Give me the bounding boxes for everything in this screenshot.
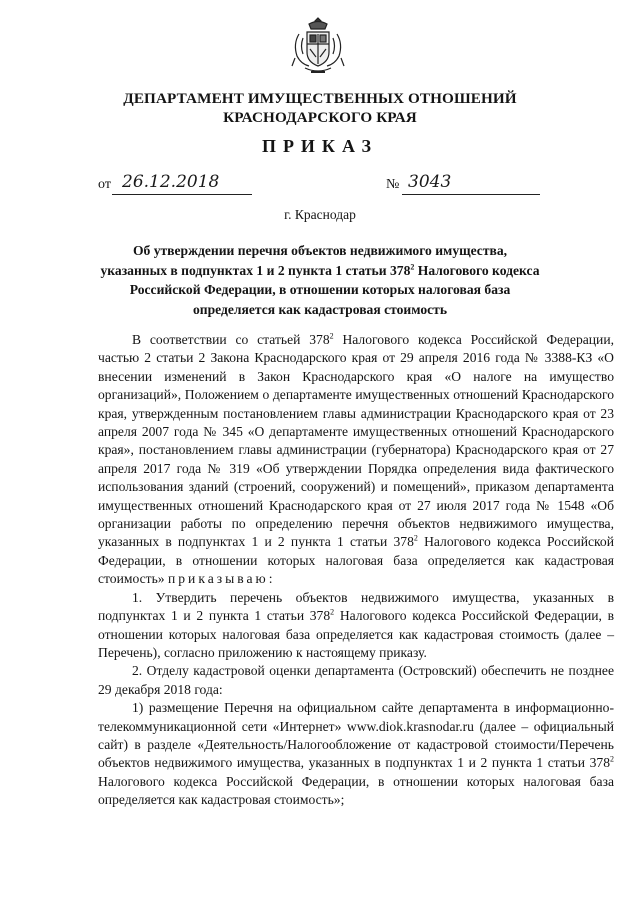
item-1-text-a: 1. Утвердить перечень объектов недвижимого имущества, указанных в подпунктах 1 и 2 пункта 1 статьи 378 [98,589,614,624]
document-type-title: ПРИКАЗ [261,136,379,156]
item-2-paragraph: 2. Отделу кадастровой оценки департамента (Островский) обеспечить не позднее 29 декабря 2018 года: [98,663,614,697]
city-name: г. Краснодар [284,207,356,222]
preamble-sup2: 2 [413,533,418,543]
preamble-text-c: Налогового кодекса Российской Федерации, в отношении которых налоговая база определяется как кадастровая стоимость» [98,534,614,587]
date-prefix: от [98,177,111,192]
item-2-1-text-b: Налогового кодекса Российской Федерации, в отношении которых налоговая база определяется как кадастровая стоимость»; [98,773,614,808]
order-verb: приказываю: [167,571,276,587]
date-handwritten: 26.12.2018 [122,172,220,192]
number-underline [402,194,540,195]
subject-superscript: 2 [410,261,415,271]
subject-line2 [70,261,570,281]
item-2-1-sup: 2 [610,754,614,764]
order-body [98,331,614,810]
subject-line4: определяется как кадастровая стоимость [192,301,448,317]
department-name-line1: ДЕПАРТАМЕНТ ИМУЩЕСТВЕННЫХ ОТНОШЕНИЙ [123,90,517,107]
coat-of-arms-icon [289,14,347,76]
item-2-1-text-a: 1) размещение Перечня на официальном сайте департамента в информационно-телекоммуникационной сети «Интернет» www.diok.krasnodar.ru (далее – официальный сайт) в разделе «Деятельность/Налогообложение от кадастровой стоимости/Перечень объектов недвижимого имущества, указанных в подпунктах 1 и 2 пункта 1 статьи 378 [98,700,614,771]
order-subject [70,241,570,319]
subject-line2-tail: Налогового кодекса [414,262,540,278]
item-2-1-paragraph [98,699,614,809]
preamble-sup1: 2 [329,331,334,341]
number-handwritten: 3043 [408,172,452,192]
item-1-text-b: Налогового кодекса Российской Федерации, в отношении которых налоговая база определяется как кадастровая стоимость (далее – Перечень), согласно приложению к настоящему приказу. [98,608,614,660]
date-underline [112,194,252,195]
subject-line3: Российской Федерации, в отношении которых налоговая база [129,282,511,297]
item-1-sup: 2 [330,607,335,617]
item-1-paragraph [98,589,614,663]
preamble-text-b: Налогового кодекса Российской Федерации, частью 2 статьи 2 Закона Краснодарского края от 29 апреля 2016 года № 3388-КЗ «О внесении изменений в Закон Краснодарского края «О налоге на имущество организаций», Положением о департаменте имущественных отношений Краснодарского края, утвержденным постановлением главы администрации Краснодарского края от 23 апреля 2007 года № 345 «О департаменте имущественных отношений Краснодарского края», постановлением главы администрации (губернатора) Краснодарского края от 27 апреля 2017 года № 319 «Об утверждении Порядка определения вида фактического использования зданий (строений, сооружений) и помещений», приказом департамента имущественных отношений Краснодарского края от 27 июля 2017 года № 1548 «Об организации работы по определению перечня объектов недвижимого имущества, указанных в подпунктах 1 и 2 пункта 1 статьи 378 [98,332,614,550]
subject-line1: Об утверждении перечня объектов недвижимого имущества, [132,243,508,258]
department-name-line2: КРАСНОДАРСКОГО КРАЯ [223,109,417,126]
preamble-paragraph [98,331,614,589]
number-prefix: № [386,177,400,192]
preamble-text-a: В соответствии со статьей 378 [132,332,330,347]
subject-line2-text: указанных в подпунктах 1 и 2 пункта 1 статьи 378 [100,262,411,278]
